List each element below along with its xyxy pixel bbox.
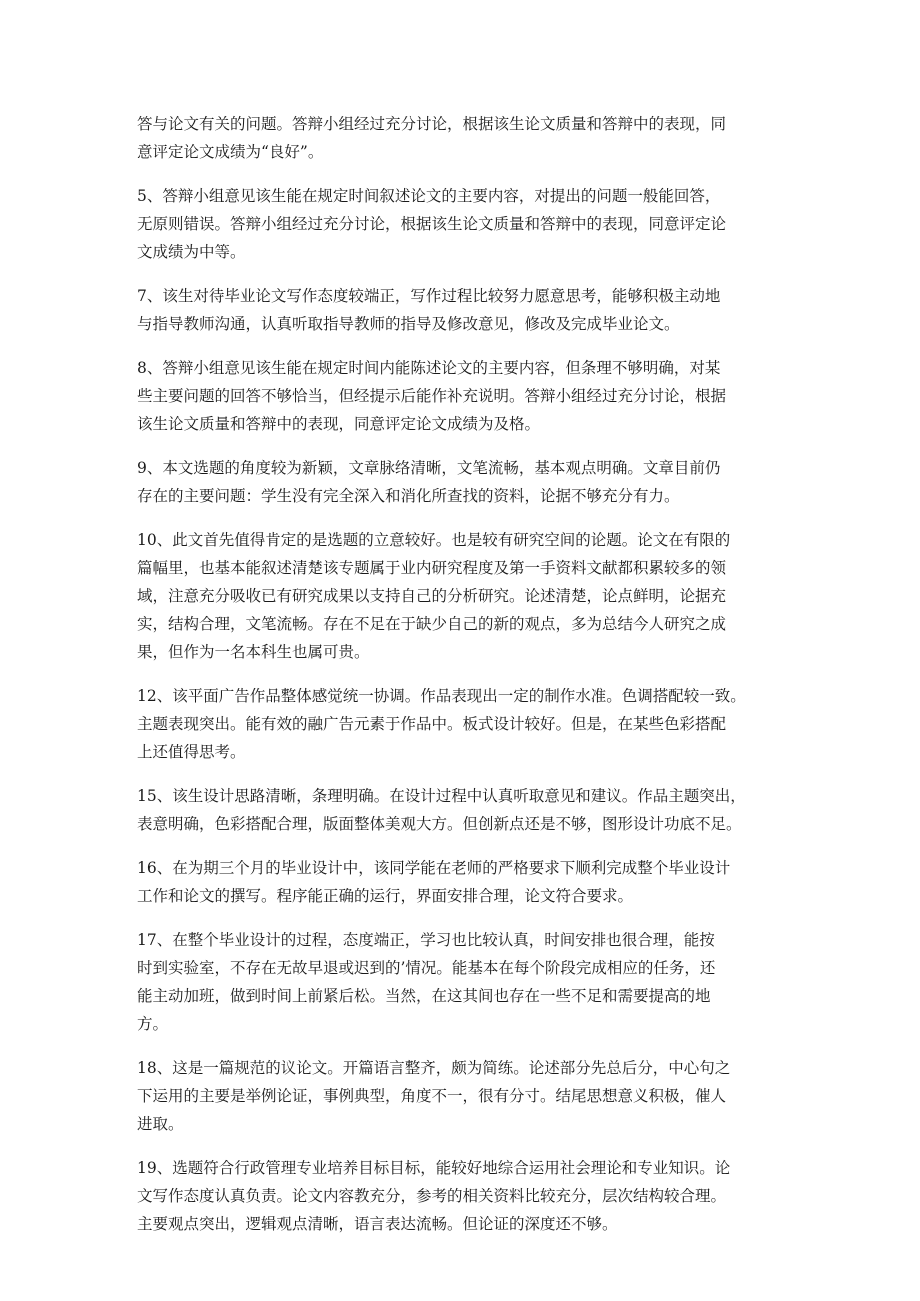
paragraph-line: 12、该平面广告作品整体感觉统一协调。作品表现出一定的制作水准。色调搭配较一致。 bbox=[137, 687, 746, 705]
paragraph-line: 该生论文质量和答辩中的表现，同意评定论文成绩为及格。 bbox=[137, 415, 541, 433]
document-body bbox=[137, 110, 787, 1254]
comment-paragraph bbox=[137, 354, 787, 438]
paragraph-line: 文写作态度认真负责。论文内容教充分，参考的相关资料比较充分，层次结构较合理。 bbox=[137, 1187, 727, 1205]
paragraph-line: 答与论文有关的问题。答辩小组经过充分讨论，根据该生论文质量和答辩中的表现，同 bbox=[137, 115, 727, 133]
paragraph-line: 工作和论文的撰写。程序能正确的运行，界面安排合理，论文符合要求。 bbox=[137, 887, 634, 905]
paragraph-line: 9、本文选题的角度较为新颖，文章脉络清晰，文笔流畅，基本观点明确。文章目前仍 bbox=[137, 459, 721, 477]
comment-paragraph bbox=[137, 854, 787, 910]
paragraph-line: 下运用的主要是举例论证，事例典型，角度不一，很有分寸。结尾思想意义积极，催人 bbox=[137, 1087, 727, 1105]
paragraph-line: 19、选题符合行政管理专业培养目标目标，能较好地综合运用社会理论和专业知识。论 bbox=[137, 1159, 731, 1177]
paragraph-line: 果，但作为一名本科生也属可贵。 bbox=[137, 643, 370, 661]
paragraph-line: 时到实验室，不存在无故早退或迟到的’情况。能基本在每个阶段完成相应的任务，还 bbox=[137, 959, 716, 977]
comment-paragraph bbox=[137, 682, 787, 766]
paragraph-line: 些主要问题的回答不够恰当，但经提示后能作补充说明。答辩小组经过充分讨论，根据 bbox=[137, 387, 727, 405]
paragraph-line: 17、在整个毕业设计的过程，态度端正，学习也比较认真，时间安排也很合理，能按 bbox=[137, 931, 715, 949]
paragraph-line: 无原则错误。答辩小组经过充分讨论，根据该生论文质量和答辩中的表现，同意评定论 bbox=[137, 215, 727, 233]
paragraph-line: 域，注意充分吸收已有研究成果以支持自己的分析研究。论述清楚，论点鲜明，论据充 bbox=[137, 587, 727, 605]
paragraph-line: 篇幅里，也基本能叙述清楚该专题属于业内研究程度及第一手资料文献都积累较多的领 bbox=[137, 559, 727, 577]
paragraph-line: 文成绩为中等。 bbox=[137, 243, 246, 261]
paragraph-line: 与指导教师沟通，认真听取指导教师的指导及修改意见，修改及完成毕业论文。 bbox=[137, 315, 680, 333]
paragraph-line: 意评定论文成绩为“良好”。 bbox=[137, 143, 324, 161]
paragraph-line: 10、此文首先值得肯定的是选题的立意较好。也是较有研究空间的论题。论文在有限的 bbox=[137, 531, 731, 549]
comment-paragraph bbox=[137, 782, 787, 838]
paragraph-line: 上还值得思考。 bbox=[137, 743, 246, 761]
paragraph-line: 15、该生设计思路清晰，条理明确。在设计过程中认真听取意见和建议。作品主题突出， bbox=[137, 787, 746, 805]
paragraph-line: 进取。 bbox=[137, 1115, 184, 1133]
comment-paragraph bbox=[137, 526, 787, 666]
comment-paragraph bbox=[137, 282, 787, 338]
paragraph-line: 方。 bbox=[137, 1015, 169, 1033]
paragraph-line: 主要观点突出，逻辑观点清晰，语言表达流畅。但论证的深度还不够。 bbox=[137, 1215, 618, 1233]
paragraph-line: 存在的主要问题：学生没有完全深入和消化所查找的资料，论据不够充分有力。 bbox=[137, 487, 680, 505]
paragraph-line: 实，结构合理，文笔流畅。存在不足在于缺少自己的新的观点，多为总结今人研究之成 bbox=[137, 615, 727, 633]
comment-paragraph bbox=[137, 110, 787, 166]
paragraph-line: 16、在为期三个月的毕业设计中，该同学能在老师的严格要求下顺利完成整个毕业设计 bbox=[137, 859, 731, 877]
paragraph-line: 7、该生对待毕业论文写作态度较端正，写作过程比较努力愿意思考，能够积极主动地 bbox=[137, 287, 721, 305]
comment-paragraph bbox=[137, 182, 787, 266]
comment-paragraph bbox=[137, 926, 787, 1038]
paragraph-line: 表意明确，色彩搭配合理，版面整体美观大方。但创新点还是不够，图形设计功底不足。 bbox=[137, 815, 742, 833]
comment-paragraph bbox=[137, 1054, 787, 1138]
comment-paragraph bbox=[137, 454, 787, 510]
paragraph-line: 18、这是一篇规范的议论文。开篇语言整齐，颇为简练。论述部分先总后分，中心句之 bbox=[137, 1059, 731, 1077]
paragraph-line: 主题表现突出。能有效的融广告元素于作品中。板式设计较好。但是，在某些色彩搭配 bbox=[137, 715, 727, 733]
comment-paragraph bbox=[137, 1154, 787, 1238]
paragraph-line: 8、答辩小组意见该生能在规定时间内能陈述论文的主要内容，但条理不够明确，对某 bbox=[137, 359, 721, 377]
paragraph-line: 5、答辩小组意见该生能在规定时间叙述论文的主要内容，对提出的问题一般能回答， bbox=[137, 187, 721, 205]
paragraph-line: 能主动加班，做到时间上前紧后松。当然，在这其间也存在一些不足和需要提高的地 bbox=[137, 987, 711, 1005]
